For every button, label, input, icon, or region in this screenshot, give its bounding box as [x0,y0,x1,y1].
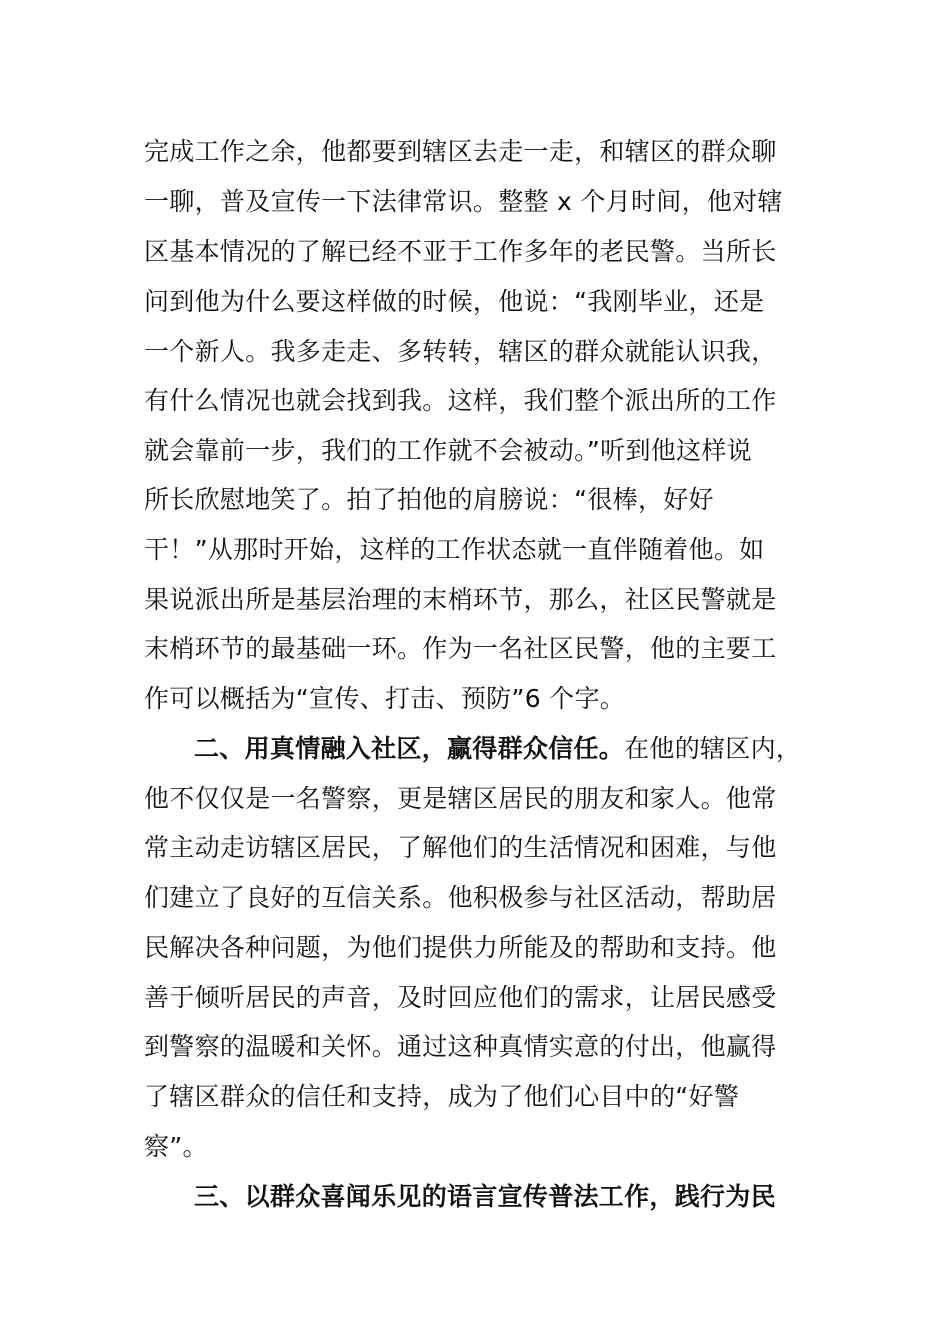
paragraph-line: 所长欣慰地笑了。拍了拍他的肩膀说：“很棒，好好 [144,485,714,514]
section-2-heading: 二、用真情融入社区，赢得群众信任。 [194,734,625,763]
paragraph-line: 就会靠前一步，我们的工作就不会被动。”听到他这样说 [144,436,752,465]
paragraph-line: 有什么情况也就会找到我。这样，我们整个派出所的工作 [144,386,777,415]
paragraph-line: 一个新人。我多走走、多转转，辖区的群众就能认识我， [144,337,777,366]
paragraph-line: 他不仅仅是一名警察，更是辖区居民的朋友和家人。他常 [144,784,777,813]
paragraph-line: 民解决各种问题，为他们提供力所能及的帮助和支持。他 [144,933,777,962]
paragraph-line: 了辖区群众的信任和支持，成为了他们心目中的“好警 [144,1082,740,1111]
section-2-first-line [194,734,801,764]
paragraph-line: 到警察的温暖和关怀。通过这种真情实意的付出，他赢得 [144,1032,777,1061]
section-2-first-line-text: 在他的辖区内， [624,734,802,763]
paragraph-line: 察”。 [144,1132,208,1161]
paragraph-line: 完成工作之余，他都要到辖区去走一走，和辖区的群众聊 [144,137,777,166]
paragraph-line: 末梢环节的最基础一环。作为一名社区民警，他的主要工 [144,634,777,663]
paragraph-line: 善于倾听居民的声音，及时回应他们的需求，让居民感受 [144,983,777,1012]
paragraph-line: 果说派出所是基层治理的末梢环节，那么，社区民警就是 [144,585,777,614]
paragraph-line: 一聊，普及宣传一下法律常识。整整 x 个月时间，他对辖 [144,187,783,216]
paragraph-line: 区基本情况的了解已经不亚于工作多年的老民警。当所长 [144,237,777,266]
paragraph-line: 干！”从那时开始，这样的工作状态就一直伴随着他。如 [144,535,765,564]
paragraph-line: 作可以概括为“宣传、打击、预防”6 个字。 [144,684,626,713]
paragraph-line: 问到他为什么要这样做的时候，他说：“我刚毕业，还是 [144,287,765,316]
paragraph-line: 常主动走访辖区居民，了解他们的生活情况和困难，与他 [144,833,777,862]
paragraph-line: 们建立了良好的互信关系。他积极参与社区活动，帮助居 [144,883,777,912]
section-3-heading: 三、以群众喜闻乐见的语言宣传普法工作，践行为民 [194,1182,776,1211]
